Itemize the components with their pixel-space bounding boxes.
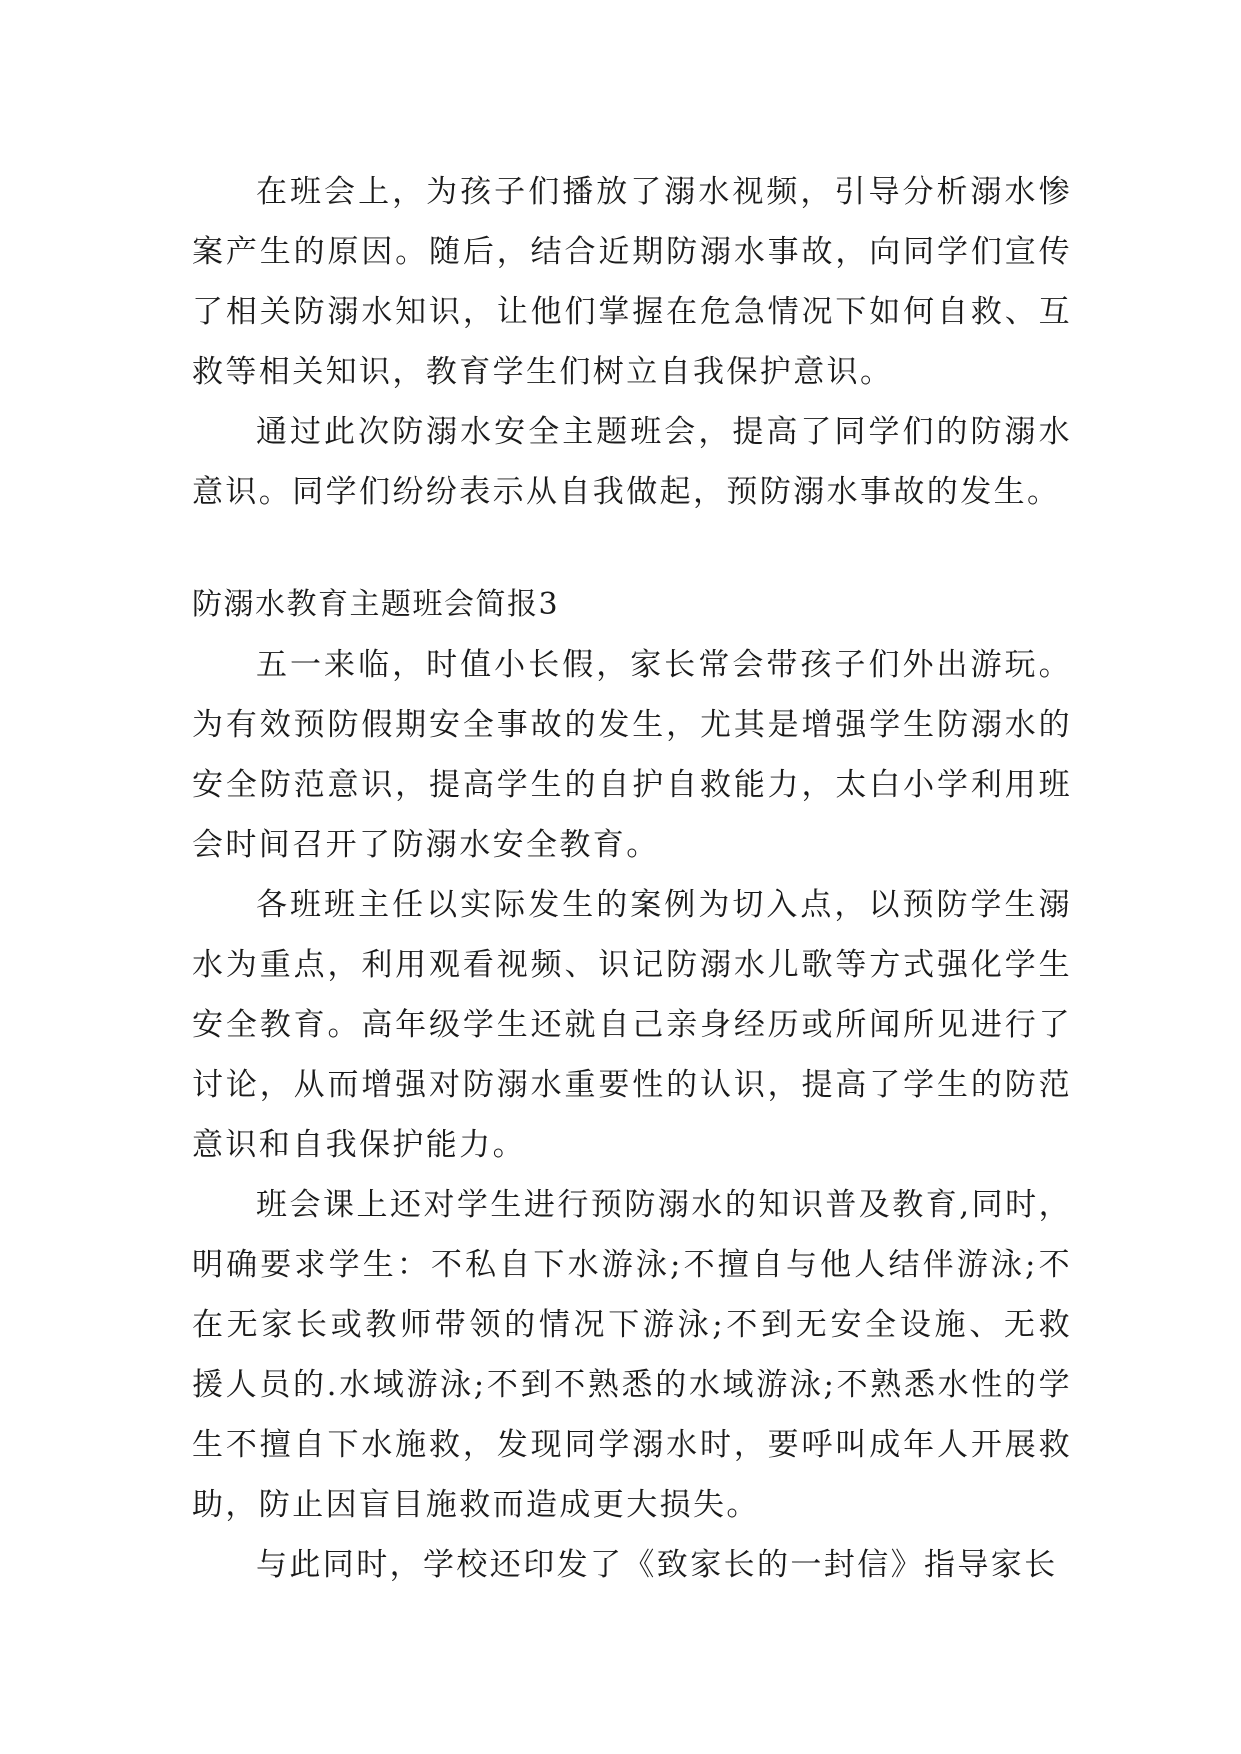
paragraph-meeting-result: 通过此次防溺水安全主题班会，提高了同学们的防溺水意识。同学们纷纷表示从自我做起，预防溺水事故的发生。 xyxy=(192,414,1072,510)
paragraph-class-teachers: 各班班主任以实际发生的案例为切入点，以预防学生溺水为重点，利用观看视频、识记防溺水儿歌等方式强化学生安全教育。高年级学生还就自己亲身经历或所闻所见进行了讨论，从而增强对防溺水重要性的认识，提高了学生的防范意识和自我保护能力。 xyxy=(192,887,1072,1163)
paragraph-may-day-holiday: 五一来临，时值小长假，家长常会带孩子们外出游玩。为有效预防假期安全事故的发生，尤其是增强学生防溺水的安全防范意识，提高学生的自护自救能力，太白小学利用班会时间召开了防溺水安全教育。 xyxy=(192,647,1072,863)
section-briefing-3 xyxy=(192,575,1072,1595)
paragraph-swimming-rules: 班会课上还对学生进行预防溺水的知识普及教育,同时，明确要求学生：不私自下水游泳;不擅自与他人结伴游泳;不在无家长或教师带领的情况下游泳;不到无安全设施、无救援人员的.水域游泳;不到不熟悉的水域游泳;不熟悉水性的学生不擅自下水施救，发现同学溺水时，要呼叫成年人开展救助，防止因盲目施救而造成更大损失。 xyxy=(192,1187,1072,1523)
body-text-top xyxy=(192,162,1072,522)
section-title: 防溺水教育主题班会简报3 xyxy=(192,587,560,622)
paragraph-class-meeting: 在班会上，为孩子们播放了溺水视频，引导分析溺水惨案产生的原因。随后，结合近期防溺水事故，向同学们宣传了相关防溺水知识，让他们掌握在危急情况下如何自救、互救等相关知识，教育学生们树立自我保护意识。 xyxy=(192,174,1072,390)
paragraph-parent-letter: 与此同时，学校还印发了《致家长的一封信》指导家长 xyxy=(256,1547,1058,1583)
